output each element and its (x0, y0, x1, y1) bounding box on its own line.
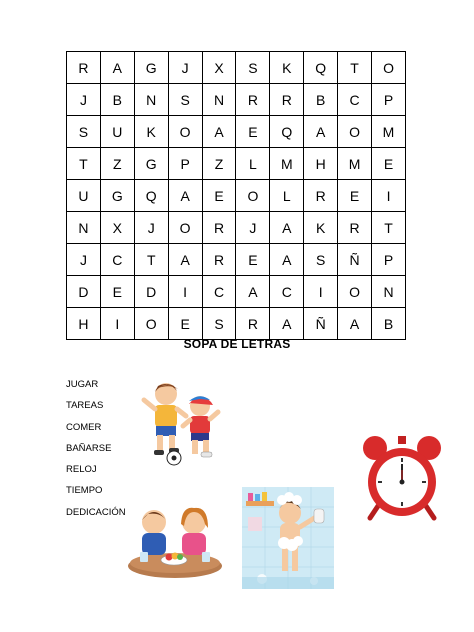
grid-cell: A (100, 52, 134, 84)
grid-cell: T (372, 212, 406, 244)
grid-cell: L (270, 180, 304, 212)
grid-cell: G (134, 148, 168, 180)
grid-row (67, 148, 406, 180)
grid-cell: A (236, 276, 270, 308)
grid-cell: L (236, 148, 270, 180)
word-list-item: TAREAS (66, 400, 104, 412)
grid-cell: C (338, 84, 372, 116)
grid-cell: S (304, 244, 338, 276)
grid-cell: T (338, 52, 372, 84)
grid-row (67, 84, 406, 116)
grid-cell: E (338, 180, 372, 212)
grid-cell: D (67, 276, 101, 308)
grid-row (67, 244, 406, 276)
grid-cell: E (372, 148, 406, 180)
grid-cell: U (67, 180, 101, 212)
grid-cell: J (236, 212, 270, 244)
grid-cell: B (304, 84, 338, 116)
grid-cell: B (372, 308, 406, 340)
grid-cell: S (236, 52, 270, 84)
grid-cell: N (202, 84, 236, 116)
grid-row (67, 52, 406, 84)
alarm-clock-illustration (360, 432, 444, 522)
grid-cell: R (338, 212, 372, 244)
grid-cell: B (100, 84, 134, 116)
grid-cell: Q (134, 180, 168, 212)
grid-cell: T (134, 244, 168, 276)
grid-cell: K (134, 116, 168, 148)
grid-cell: U (100, 116, 134, 148)
grid-cell: A (168, 244, 202, 276)
grid-cell: A (168, 180, 202, 212)
grid-cell: M (270, 148, 304, 180)
grid-cell: T (67, 148, 101, 180)
grid-cell: A (270, 308, 304, 340)
grid-cell: Z (202, 148, 236, 180)
grid-cell: R (236, 84, 270, 116)
grid-cell: G (134, 52, 168, 84)
grid-cell: C (100, 244, 134, 276)
grid-cell: R (304, 180, 338, 212)
grid-cell: O (236, 180, 270, 212)
grid-cell: O (168, 212, 202, 244)
grid-cell: Ñ (338, 244, 372, 276)
grid-cell: N (372, 276, 406, 308)
grid-cell: J (134, 212, 168, 244)
grid-cell: X (202, 52, 236, 84)
grid-cell: Q (270, 116, 304, 148)
child-bathing-illustration (242, 487, 334, 589)
grid-cell: N (67, 212, 101, 244)
word-list-item: DEDICACIÓN (66, 506, 126, 518)
grid-cell: S (168, 84, 202, 116)
grid-cell: M (372, 116, 406, 148)
grid-cell: M (338, 148, 372, 180)
grid-cell: C (202, 276, 236, 308)
word-search-grid (66, 51, 406, 340)
grid-row (67, 212, 406, 244)
grid-cell: S (202, 308, 236, 340)
kids-playing-illustration (138, 374, 226, 466)
word-list-item: JUGAR (66, 379, 99, 390)
grid-cell: R (270, 84, 304, 116)
grid-cell: Q (304, 52, 338, 84)
grid-cell: R (202, 244, 236, 276)
grid-cell: I (304, 276, 338, 308)
grid-cell: E (202, 180, 236, 212)
grid-cell: D (134, 276, 168, 308)
grid-cell: E (168, 308, 202, 340)
grid-row (67, 276, 406, 308)
grid-cell: O (372, 52, 406, 84)
word-list-item: TIEMPO (66, 485, 103, 497)
grid-cell: E (236, 116, 270, 148)
grid-row (67, 116, 406, 148)
word-list-item: BAÑARSE (66, 442, 112, 454)
grid-cell: R (67, 52, 101, 84)
grid-cell: P (168, 148, 202, 180)
grid-cell: Z (100, 148, 134, 180)
grid-cell: A (304, 116, 338, 148)
grid-cell: C (270, 276, 304, 308)
grid-cell: E (100, 276, 134, 308)
grid-cell: K (270, 52, 304, 84)
grid-cell: P (372, 84, 406, 116)
grid-cell: O (338, 116, 372, 148)
grid-cell: H (67, 308, 101, 340)
word-list-item: COMER (66, 421, 102, 433)
grid-cell: I (372, 180, 406, 212)
grid-cell: Ñ (304, 308, 338, 340)
grid-cell: R (236, 308, 270, 340)
grid-cell: J (168, 52, 202, 84)
page-title: SOPA DE LETRAS (183, 337, 291, 351)
grid-cell: A (270, 212, 304, 244)
word-list (66, 378, 126, 527)
grid-cell: K (304, 212, 338, 244)
grid-cell: O (134, 308, 168, 340)
grid-cell: J (67, 84, 101, 116)
grid-cell: O (168, 116, 202, 148)
grid-row (67, 308, 406, 340)
grid-cell: A (338, 308, 372, 340)
grid-cell: P (372, 244, 406, 276)
grid-cell: A (202, 116, 236, 148)
grid-cell: J (67, 244, 101, 276)
grid-cell: X (100, 212, 134, 244)
grid-cell: I (168, 276, 202, 308)
grid-row (67, 180, 406, 212)
word-list-item: RELOJ (66, 464, 97, 476)
grid-cell: O (338, 276, 372, 308)
grid-cell: H (304, 148, 338, 180)
grid-cell: E (236, 244, 270, 276)
grid-cell: N (134, 84, 168, 116)
grid-cell: I (100, 308, 134, 340)
kids-eating-illustration (126, 500, 224, 580)
grid-cell: G (100, 180, 134, 212)
grid-cell: R (202, 212, 236, 244)
grid-cell: S (67, 116, 101, 148)
grid-cell: A (270, 244, 304, 276)
